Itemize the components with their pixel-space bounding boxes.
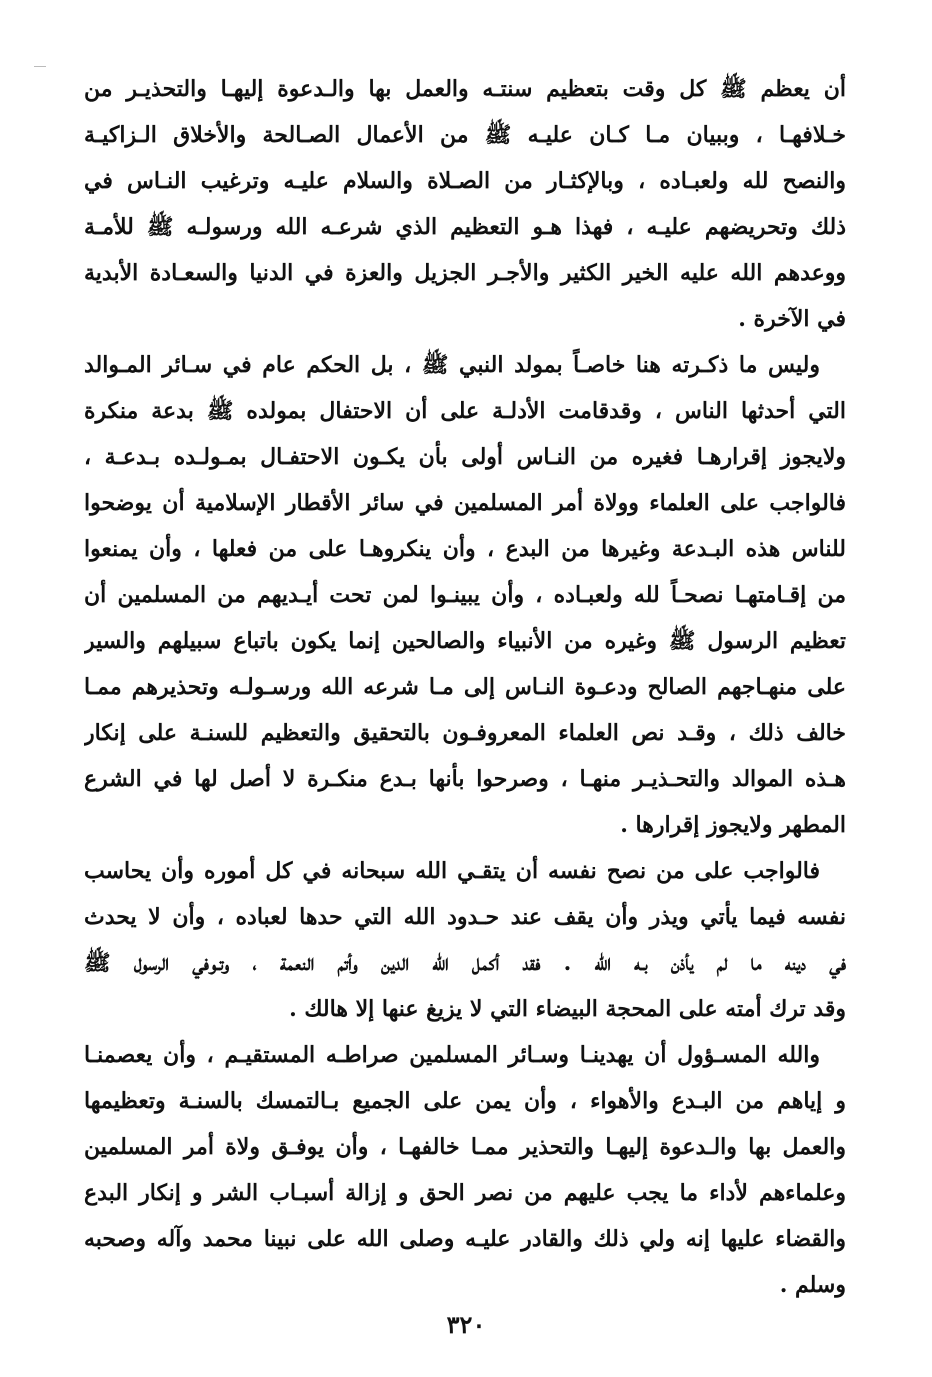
text-line: تعظيم الرسول ﷺ وغيره من الأنبياء والصالحين إنما يكون باتباع سبيلهم والسير — [84, 628, 846, 654]
body-text — [84, 66, 846, 1308]
text-line: التي أحدثها الناس ، وقدقامت الأدلـة على أن الاحتفال بمولده ﷺ بدعة منكرة — [84, 398, 846, 424]
text-line: فالواجب على العلماء وولاة أمر المسلمين في سائر الأقطار الإسلامية أن يوضحوا — [84, 490, 846, 516]
text-line: والعمل بها والـدعوة إليهـا والتحذير ممـا خالفهـا ، وأن يوفـق ولاة أمر المسلمين — [84, 1134, 846, 1160]
text-line: على منهـاجهم الصالح ودعـوة النـاس إلى مـا شرعه الله ورسـولـه وتحذيرهم ممـا — [84, 674, 846, 700]
text-line: وقد ترك أمته على المحجة البيضاء التي لا يزيغ عنها إلا هالك . — [289, 996, 846, 1022]
text-line: وليس ما ذكـرته هنا خاصـاً بمولد النبي ﷺ ، بل الحكم عام في سـائر المـوالد — [84, 352, 820, 378]
text-line: نفسه فيما يأتي ويذر وأن يقف عند حـدود الله التي حدها لعباده ، وأن لا يحدث — [84, 904, 846, 930]
text-line: للناس هذه البـدعة وغيرها من البدع ، وأن ينكروهـا على من فعلها ، وأن يمنعوا — [84, 536, 846, 562]
text-line: وعلماءهم لأداء ما يجب عليهم من نصر الحق و إزالة أسبـاب الشر و إنكار البدع — [84, 1180, 846, 1206]
text-line: من إقـامتهـا نصحـاً لله ولعبـاده ، وأن يبينـوا لمن تحت أيـديهم من المسلمين أن — [84, 582, 846, 608]
text-line: في الآخرة . — [738, 306, 846, 332]
text-line: فالواجب على من نصح نفسه أن يتقـي الله سبحانه في كل أموره وأن يحاسب — [84, 858, 820, 884]
text-line: خالف ذلك ، وقـد نص العلماء المعروفـون بالتحقيق والتعظيم للسنـة على إنكار — [84, 720, 846, 746]
text-line: في دينه ما لم يأذن بـه الله . فقد أكمل الله الدين وأتم النعمة ، وتـوفي الرسول ﷺ — [84, 950, 846, 976]
margin-mark — [34, 66, 46, 67]
text-line: وسلم . — [779, 1272, 846, 1298]
text-line: والقضاء عليها إنه ولي ذلك والقادر عليـه وصلى الله على نبينا محمد وآله وصحبه — [84, 1226, 846, 1252]
text-line: و إياهم من البـدع والأهواء ، وأن يمن على الجميع بـالتمسك بالسنـة وتعظيمها — [84, 1088, 846, 1114]
text-line: خـلافهـا ، وببيان مـا كـان عليـه ﷺ من الأعمال الصـالحة والأخلاق الـزاكيـة — [84, 122, 846, 148]
text-line: أن يعظم ﷺ كل وقت بتعظيم سنتـه والعمل بها والـدعوة إليهـا والتحذيـر من — [84, 76, 846, 102]
text-line: والله المسـؤول أن يهدينـا وسـائر المسلمين صراطـه المستقيـم ، وأن يعصمنـا — [84, 1042, 820, 1068]
text-line: ولايجوز إقرارهـا فغيره من النـاس أولى بأن يكـون الاحتفـال بمـولـده بـدعـة ، — [84, 444, 846, 470]
text-line: والنصح لله ولعبـاده ، وبالإكثـار من الصـلاة والسلام عليـه وترغيب النـاس في — [84, 168, 846, 194]
text-line: المطهر ولايجوز إقرارها . — [620, 812, 846, 838]
text-line: ووعدهم الله عليه الخير الكثير والأجـر الجزيل والعزة في الدنيا والسعـادة الأبدية — [84, 260, 846, 286]
page-number: ٣٢٠ — [446, 1310, 486, 1339]
text-line: هـذه الموالد والتحـذيـر منهـا ، وصرحوا بأنها بـدع منكـرة لا أصل لها في الشرع — [84, 766, 846, 792]
text-line: ذلك وتحريضهم عليـه ، فهذا هـو التعظيم الذي شرعـه الله ورسولـه ﷺ للأمـة — [84, 214, 846, 240]
